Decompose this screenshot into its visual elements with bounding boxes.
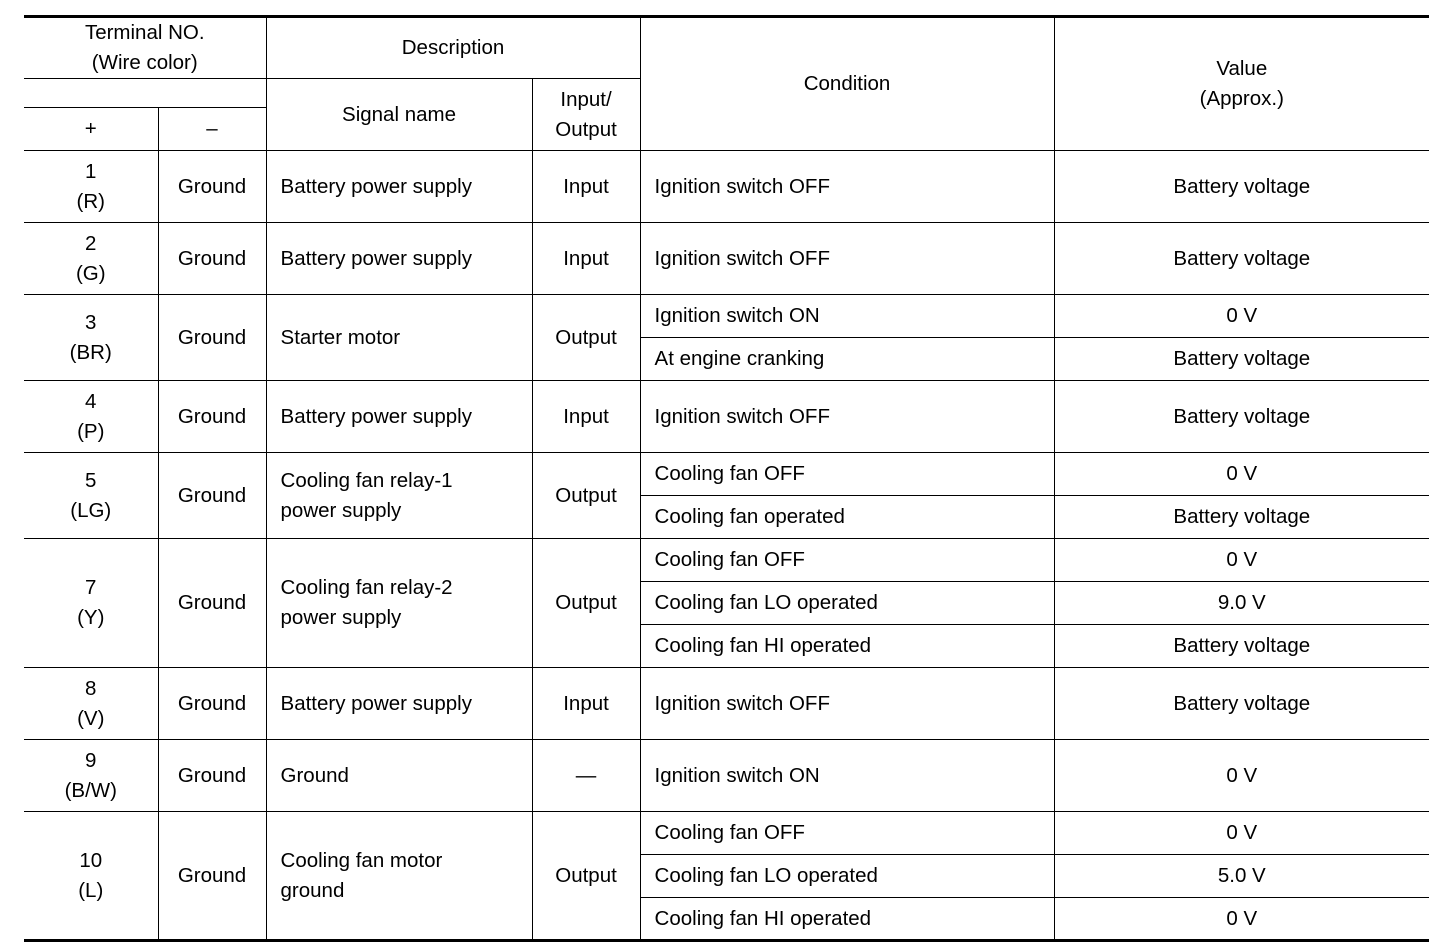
minus-terminal-cell: Ground xyxy=(158,381,266,453)
terminal-number: 8 xyxy=(85,676,97,700)
condition-cell: Cooling fan operated xyxy=(640,496,1054,539)
signal-name-line: Battery power supply xyxy=(280,174,472,198)
terminal-number: 7 xyxy=(85,576,97,599)
input-output-header xyxy=(532,79,640,151)
terminal-cell xyxy=(24,223,158,295)
signal-name-line: Cooling fan relay-1 xyxy=(280,468,453,492)
table-row xyxy=(24,668,1429,740)
signal-name-cell xyxy=(266,812,532,941)
condition-cell: Ignition switch OFF xyxy=(640,381,1054,453)
condition-cell: Cooling fan HI operated xyxy=(640,625,1054,668)
terminal-cell xyxy=(24,453,158,539)
condition-cell: Ignition switch OFF xyxy=(640,668,1054,740)
value-cell: Battery voltage xyxy=(1054,625,1429,668)
minus-terminal-cell: Ground xyxy=(158,539,266,668)
table-row xyxy=(24,740,1429,812)
value-cell: 0 V xyxy=(1054,740,1429,812)
value-cell: Battery voltage xyxy=(1054,381,1429,453)
value-cell: 0 V xyxy=(1054,539,1429,582)
wire-color: (L) xyxy=(78,878,104,902)
input-output-cell: Output xyxy=(532,539,640,668)
terminal-number: 3 xyxy=(85,310,97,334)
minus-terminal-cell: Ground xyxy=(158,151,266,223)
condition-cell: Cooling fan LO operated xyxy=(640,582,1054,625)
signal-name-header: Signal name xyxy=(266,79,532,151)
signal-name-line: Cooling fan motor xyxy=(280,848,443,872)
minus-terminal-cell: Ground xyxy=(158,453,266,539)
signal-name-cell xyxy=(266,453,532,539)
condition-cell: Ignition switch ON xyxy=(640,295,1054,338)
signal-name-cell xyxy=(266,295,532,381)
input-output-cell: Input xyxy=(532,381,640,453)
terminal-cell xyxy=(24,812,158,941)
table-row xyxy=(24,151,1429,223)
signal-name-cell xyxy=(266,668,532,740)
input-output-cell: Input xyxy=(532,223,640,295)
wire-color: (LG) xyxy=(70,498,112,522)
signal-name-cell xyxy=(266,223,532,295)
terminal-no-header-cont xyxy=(24,79,266,108)
value-cell: Battery voltage xyxy=(1054,223,1429,295)
wire-color: (P) xyxy=(77,419,105,443)
condition-cell: Cooling fan OFF xyxy=(640,453,1054,496)
table-row xyxy=(24,812,1429,855)
input-output-cell: Output xyxy=(532,295,640,381)
terminal-number: 9 xyxy=(85,748,97,772)
input-output-cell: Input xyxy=(532,668,640,740)
value-cell: Battery voltage xyxy=(1054,151,1429,223)
signal-name-cell xyxy=(266,151,532,223)
input-output-label-2: Output xyxy=(555,117,617,141)
terminal-number: 1 xyxy=(85,159,97,183)
value-cell: 0 V xyxy=(1054,295,1429,338)
terminal-cell xyxy=(24,539,158,668)
condition-cell: Ignition switch OFF xyxy=(640,151,1054,223)
condition-cell: At engine cranking xyxy=(640,338,1054,381)
plus-header: + xyxy=(24,108,158,151)
condition-cell: Ignition switch OFF xyxy=(640,223,1054,295)
input-output-label-1: Input/ xyxy=(560,87,612,111)
signal-name-line: ground xyxy=(280,878,345,902)
terminal-number: 5 xyxy=(85,468,97,492)
table-row xyxy=(24,381,1429,453)
signal-name-cell xyxy=(266,539,532,668)
table-row xyxy=(24,295,1429,338)
value-label: Value xyxy=(1216,57,1268,80)
value-cell: Battery voltage xyxy=(1054,668,1429,740)
terminal-number: 10 xyxy=(79,848,103,872)
wire-color: (R) xyxy=(76,189,105,213)
signal-name-line: power supply xyxy=(280,606,402,629)
condition-cell: Cooling fan OFF xyxy=(640,812,1054,855)
signal-name-line: Battery power supply xyxy=(280,691,472,715)
wire-color: (B/W) xyxy=(64,778,117,802)
terminal-cell xyxy=(24,740,158,812)
wire-color: (BR) xyxy=(69,340,112,364)
input-output-cell: Input xyxy=(532,151,640,223)
wire-color: (V) xyxy=(77,706,105,730)
input-output-cell: Output xyxy=(532,812,640,941)
condition-cell: Cooling fan OFF xyxy=(640,539,1054,582)
signal-name-cell xyxy=(266,740,532,812)
value-cell: Battery voltage xyxy=(1054,338,1429,381)
wire-color-label: (Wire color) xyxy=(91,51,198,74)
value-cell: 5.0 V xyxy=(1054,855,1429,898)
value-cell: 9.0 V xyxy=(1054,582,1429,625)
terminal-cell xyxy=(24,381,158,453)
signal-name-line: Cooling fan relay-2 xyxy=(280,576,453,599)
signal-name-line: Battery power supply xyxy=(280,404,472,428)
minus-terminal-cell: Ground xyxy=(158,740,266,812)
minus-terminal-cell: Ground xyxy=(158,295,266,381)
terminal-cell xyxy=(24,295,158,381)
terminal-cell xyxy=(24,151,158,223)
table-row xyxy=(24,453,1429,496)
table-row xyxy=(24,223,1429,295)
terminal-cell xyxy=(24,668,158,740)
signal-name-line: Ground xyxy=(280,763,349,787)
condition-header: Condition xyxy=(640,17,1054,151)
value-cell: 0 V xyxy=(1054,898,1429,941)
signal-name-cell xyxy=(266,381,532,453)
signal-name-line: Starter motor xyxy=(280,325,401,349)
minus-terminal-cell: Ground xyxy=(158,812,266,941)
value-cell: Battery voltage xyxy=(1054,496,1429,539)
terminal-no-label: Terminal NO. xyxy=(84,21,205,44)
approx-label: (Approx.) xyxy=(1199,87,1284,110)
minus-terminal-cell: Ground xyxy=(158,668,266,740)
condition-cell: Cooling fan HI operated xyxy=(640,898,1054,941)
signal-name-line: Battery power supply xyxy=(280,246,472,270)
terminal-no-header xyxy=(24,17,266,79)
signal-name-line: power supply xyxy=(280,498,402,522)
terminal-number: 4 xyxy=(85,389,97,413)
terminal-number: 2 xyxy=(85,231,97,255)
value-header xyxy=(1054,17,1429,151)
value-cell: 0 V xyxy=(1054,812,1429,855)
wire-color: (G) xyxy=(75,261,106,285)
table-row xyxy=(24,539,1429,582)
description-header: Description xyxy=(266,17,640,79)
wire-color: (Y) xyxy=(77,606,105,629)
input-output-cell: — xyxy=(532,740,640,812)
condition-cell: Cooling fan LO operated xyxy=(640,855,1054,898)
input-output-cell: Output xyxy=(532,453,640,539)
terminal-table xyxy=(24,15,1429,942)
condition-cell: Ignition switch ON xyxy=(640,740,1054,812)
minus-header: – xyxy=(158,108,266,151)
minus-terminal-cell: Ground xyxy=(158,223,266,295)
value-cell: 0 V xyxy=(1054,453,1429,496)
